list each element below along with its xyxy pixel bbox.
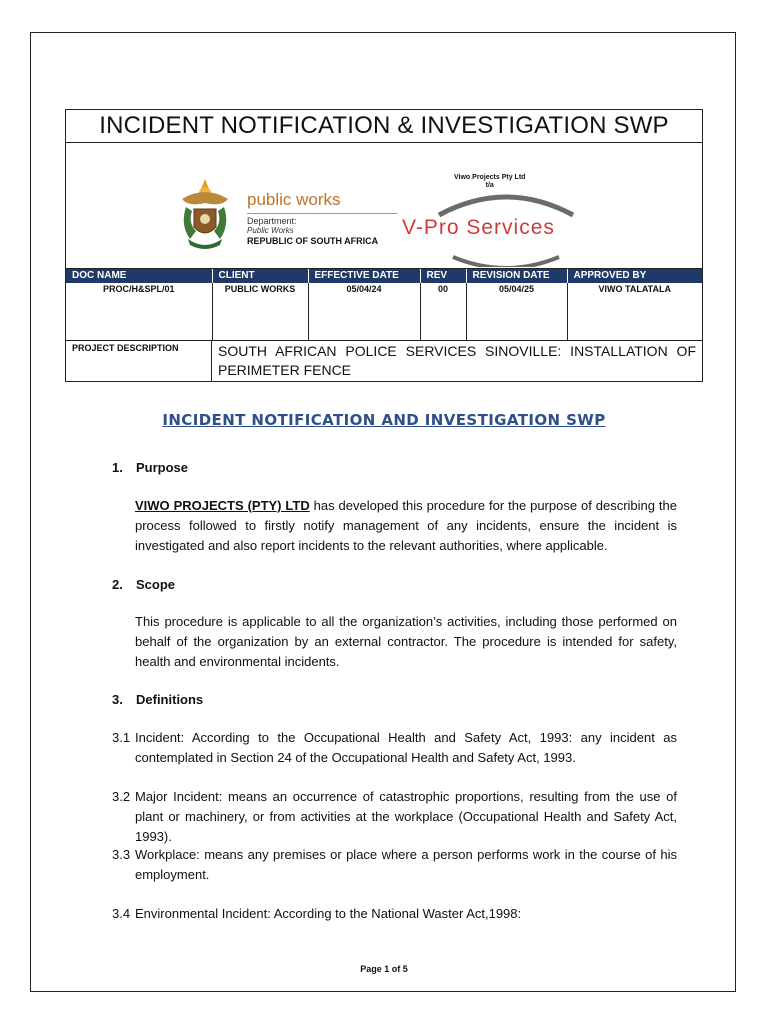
meta-header-row [66,269,702,283]
section-number: 1. [112,460,123,475]
client-value: PUBLIC WORKS [212,283,308,340]
definition-item [112,845,677,885]
public-works-subtitle: Public Works [247,226,294,235]
logo-row [66,143,702,269]
document-header-table [65,109,703,382]
col-approved-by: APPROVED BY [567,269,702,283]
document-heading-text: INCIDENT NOTIFICATION AND INVESTIGATION SWP [162,411,606,429]
public-works-name: public works [247,190,341,209]
section-title-text: Definitions [136,692,204,707]
section-title-text: Purpose [136,460,189,475]
coat-of-arms-icon [176,177,234,252]
section-title-text: Scope [136,577,176,592]
public-works-department: Department: [247,216,297,226]
definition-number: 3.2 [112,789,131,804]
definition-text: Workplace: means any premises or place where a person performs work in the course of his employment. [135,847,677,882]
doc-name-value: PROC/H&SPL/01 [102,284,175,294]
revision-date-value: 05/04/25 [466,283,567,340]
company-name: VIWO PROJECTS (PTY) LTD [135,498,310,513]
col-client: CLIENT [212,269,308,283]
vpro-name: V-Pro Services [402,216,555,239]
definition-text: Environmental Incident: According to the National Waster Act,1998: [135,906,522,921]
vpro-company-name: Viwo Projects Pty Ltd [454,174,526,181]
purpose-paragraph [135,496,677,556]
project-description-value: SOUTH AFRICAN POLICE SERVICES SINOVILLE: INSTALLATION OF PERIMETER FENCE [218,343,696,378]
definition-item [112,787,677,847]
header-title: INCIDENT NOTIFICATION & INVESTIGATION SWP [66,110,702,143]
section-number: 2. [112,577,123,592]
section-definitions-title [112,692,203,707]
public-works-republic: REPUBLIC OF SOUTH AFRICA [247,236,379,246]
definition-text: Major Incident: means an occurrence of catastrophic proportions, resulting from the use of plant or machinery, or from activities at the workplace (Occupational Health and Safety Act, 1993). [135,789,677,844]
col-revision-date: REVISION DATE [466,269,567,283]
col-rev: REV [420,269,466,283]
scope-paragraph: This procedure is applicable to all the organization’s activities, including those performed on behalf of the organization by an external contractor. The procedure is intended for safety, health and environmental incidents. [135,614,677,669]
purpose-text: has developed this procedure for the purpose of describing the process followed to firstly notify management of any incidents, ensure the incident is investigated and also report incidents to the relevant authorities, where applicable. [135,498,677,553]
page-footer: Page 1 of 5 [360,964,408,974]
section-purpose-title [112,460,188,475]
project-description-label: PROJECT DESCRIPTION [66,341,212,381]
document-heading [0,411,768,429]
section-number: 3. [112,692,123,707]
meta-value-row [66,283,702,340]
approved-by-value: VIWO TALATALA [567,283,702,340]
definition-item [112,904,677,924]
project-row [66,340,702,381]
rev-value: 00 [420,283,466,340]
definition-text: Incident: According to the Occupational Health and Safety Act, 1993: any incident as contemplated in Section 24 of the Occupational Health and Safety Act, 1993. [135,730,677,765]
definition-number: 3.4 [112,906,131,921]
col-effective-date: EFFECTIVE DATE [308,269,420,283]
col-doc-name: DOC NAME [66,269,212,283]
definition-item [112,728,677,768]
section-scope-title [112,577,175,592]
effective-date-value: 05/04/24 [308,283,420,340]
vpro-ta: t/a [485,182,494,189]
definition-number: 3.1 [112,730,131,745]
definition-number: 3.3 [112,847,131,862]
document-meta-table [66,269,702,340]
public-works-rule [247,213,397,214]
